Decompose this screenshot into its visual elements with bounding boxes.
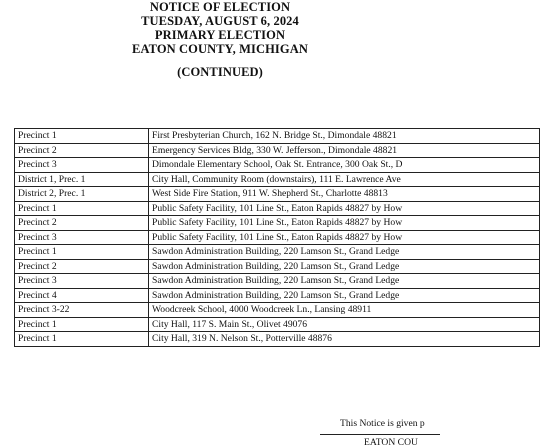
table-row — [15, 317, 540, 332]
election-type: PRIMARY ELECTION — [154, 28, 286, 42]
precinct-cell: Precinct 3 — [15, 158, 149, 173]
table-row — [15, 143, 540, 158]
table-row — [15, 201, 540, 216]
table-row — [15, 187, 540, 202]
precinct-cell: Precinct 2 — [15, 216, 149, 231]
table-row — [15, 259, 540, 274]
county-name: EATON COUNTY, MICHIGAN — [132, 42, 308, 56]
location-cell: West Side Fire Station, 911 W. Shepherd St., Charlotte 48813 — [149, 187, 540, 202]
table-row — [15, 230, 540, 245]
polling-locations-table — [14, 128, 540, 347]
location-cell: Sawdon Administration Building, 220 Lamson St., Grand Ledge — [149, 288, 540, 303]
table-row — [15, 172, 540, 187]
polling-locations-table-wrap — [14, 128, 454, 408]
location-cell: Emergency Services Bldg, 330 W. Jefferson., Dimondale 48821 — [149, 143, 540, 158]
location-cell: City Hall, 319 N. Nelson St., Potterville 48876 — [149, 332, 540, 347]
precinct-cell: Precinct 2 — [15, 259, 149, 274]
clerk-signature-text: EATON COU — [364, 437, 418, 448]
notice-title: NOTICE OF ELECTION — [149, 0, 291, 14]
continued-label: (CONTINUED) — [177, 65, 263, 79]
table-row — [15, 288, 540, 303]
signature-rule — [320, 434, 440, 435]
location-cell: Dimondale Elementary School, Oak St. Entrance, 300 Oak St., D — [149, 158, 540, 173]
location-cell: Public Safety Facility, 101 Line St., Eaton Rapids 48827 by How — [149, 216, 540, 231]
notice-given-text: This Notice is given p — [340, 418, 425, 429]
table-body — [15, 129, 540, 347]
location-cell: Public Safety Facility, 101 Line St., Eaton Rapids 48827 by How — [149, 230, 540, 245]
precinct-cell: Precinct 1 — [15, 245, 149, 260]
location-cell: City Hall, 117 S. Main St., Olivet 49076 — [149, 317, 540, 332]
table-row — [15, 158, 540, 173]
precinct-cell: Precinct 1 — [15, 201, 149, 216]
precinct-cell: Precinct 2 — [15, 143, 149, 158]
location-cell: Sawdon Administration Building, 220 Lamson St., Grand Ledge — [149, 245, 540, 260]
location-cell: Sawdon Administration Building, 220 Lamson St., Grand Ledge — [149, 259, 540, 274]
precinct-cell: District 2, Prec. 1 — [15, 187, 149, 202]
location-cell: First Presbyterian Church, 162 N. Bridge St., Dimondale 48821 — [149, 129, 540, 144]
precinct-cell: Precinct 1 — [15, 317, 149, 332]
table-row — [15, 332, 540, 347]
location-cell: City Hall, Community Room (downstairs), 111 E. Lawrence Ave — [149, 172, 540, 187]
precinct-cell: Precinct 1 — [15, 129, 149, 144]
precinct-cell: Precinct 3 — [15, 230, 149, 245]
location-cell: Sawdon Administration Building, 220 Lamson St., Grand Ledge — [149, 274, 540, 289]
table-row — [15, 274, 540, 289]
precinct-cell: District 1, Prec. 1 — [15, 172, 149, 187]
table-row — [15, 216, 540, 231]
location-cell: Public Safety Facility, 101 Line St., Eaton Rapids 48827 by How — [149, 201, 540, 216]
table-row — [15, 129, 540, 144]
precinct-cell: Precinct 3-22 — [15, 303, 149, 318]
location-cell: Woodcreek School, 4000 Woodcreek Ln., Lansing 48911 — [149, 303, 540, 318]
precinct-cell: Precinct 3 — [15, 274, 149, 289]
table-row — [15, 245, 540, 260]
notice-header — [0, 0, 440, 79]
precinct-cell: Precinct 1 — [15, 332, 149, 347]
precinct-cell: Precinct 4 — [15, 288, 149, 303]
table-row — [15, 303, 540, 318]
election-date: TUESDAY, AUGUST 6, 2024 — [141, 14, 299, 28]
